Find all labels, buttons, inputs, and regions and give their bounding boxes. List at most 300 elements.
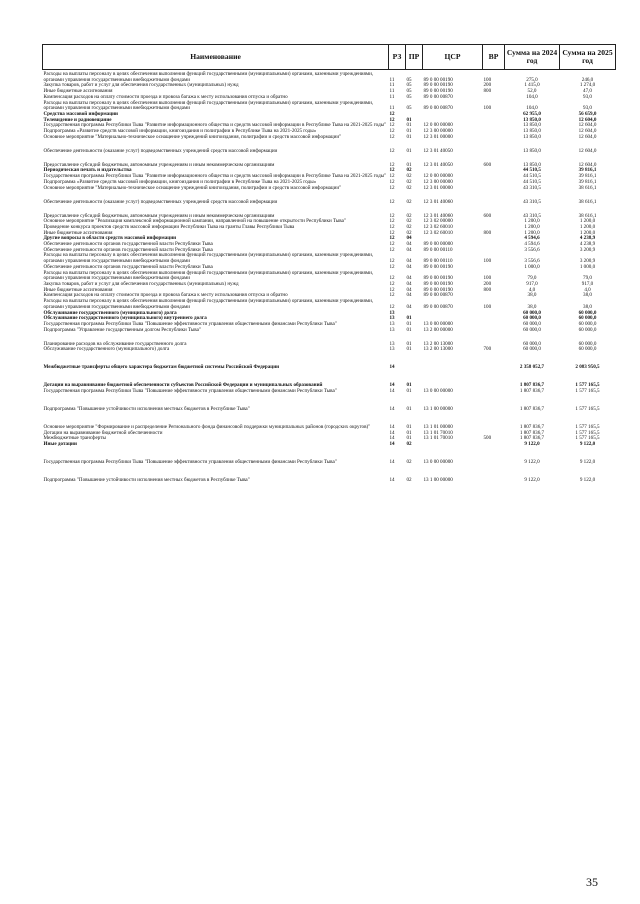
row-sum-2025: 93,0 — [583, 105, 592, 112]
row-pr: 04 — [406, 235, 412, 242]
row-csr: 89 0 00 00110 — [423, 258, 453, 265]
row-sum-2025: 4 238,9 — [579, 235, 596, 242]
row-rz: 12 — [389, 258, 395, 265]
row-vr — [483, 140, 505, 154]
row-name: Основное мероприятие "Материально-техническое оснащение учреждений книгоиздания, полиграфии и средств массовой информации" — [43, 133, 342, 140]
row-pr: 04 — [406, 263, 412, 270]
row-sum-2024: 104,0 — [526, 105, 538, 112]
row-name: Подпрограмма "Повышение устойчивости исполнения местных бюджетов в Республике Тыва" — [43, 477, 250, 484]
row-sum-2024: 13 850,0 — [523, 133, 541, 140]
row-name: Компенсация расходов на оплату стоимости проезда и провоза багажа к месту использования отпуска и обратно — [43, 292, 288, 299]
row-sum-2025: 60 000,0 — [578, 309, 597, 316]
row-vr: 200 — [483, 280, 492, 287]
row-rz: 12 — [389, 110, 395, 117]
row-name: Расходы на выплаты персоналу в целях обеспечения выполнения функций государственными (муниципальными) органами, казенными учреждениями, органами управления государственными внебюджетными фондами — [43, 99, 374, 112]
row-sum-2024: 104,0 — [526, 93, 538, 100]
row-sum-2025: 60 000,0 — [578, 346, 597, 353]
row-rz: 14 — [389, 388, 395, 395]
row-csr: 12 3 02 60010 — [423, 223, 453, 230]
row-pr: 01 — [406, 388, 412, 395]
row-name: Основное мероприятие "Материально-техническое оснащение учреждений книгоиздания, полиграфии и средств массовой информации" — [43, 184, 342, 191]
row-pr: 05 — [406, 88, 412, 95]
row-pr: 01 — [406, 340, 412, 347]
row-csr — [423, 371, 483, 389]
row-vr — [483, 371, 505, 389]
row-csr: 13 0 00 00000 — [423, 459, 453, 466]
row-sum-2025: 1 577 165,5 — [575, 424, 600, 431]
row-sum-2024: 60 000,0 — [523, 340, 541, 347]
row-sum-2025: 12 604,0 — [578, 128, 597, 135]
row-rz: 14 — [389, 424, 395, 431]
row-csr: 89 0 00 00190 — [423, 82, 453, 89]
row-pr: 02 — [406, 218, 412, 225]
row-pr: 05 — [406, 76, 412, 83]
row-sum-2024: 1 807 836,7 — [519, 406, 545, 413]
row-sum-2024: 52,0 — [527, 88, 537, 95]
row-sum-2025: 1 200,0 — [579, 223, 596, 230]
row-sum-2025: 12 604,0 — [578, 122, 597, 129]
table-row — [43, 448, 616, 466]
row-csr: 12 3 02 00000 — [423, 218, 453, 225]
row-sum-2025: 1 577 165,5 — [575, 429, 600, 436]
row-csr: 89 0 00 00190 — [423, 263, 453, 270]
row-name: Иные бюджетные ассигнования — [43, 229, 113, 236]
row-sum-2024: 60 000,0 — [523, 346, 541, 353]
row-rz: 12 — [389, 218, 395, 225]
row-name: Государственная программа Республики Тыва "Повышение эффективности управления общественными финансами Республики Тыва" — [43, 388, 337, 395]
row-sum-2025: 4,0 — [584, 286, 591, 293]
row-name: Подпрограмма "Повышение устойчивости исполнения местных бюджетов в Республике Тыва" — [43, 406, 250, 413]
row-sum-2024: 9 122,0 — [524, 441, 540, 448]
table-row — [43, 389, 616, 395]
row-pr: 01 — [406, 315, 412, 322]
row-sum-2025: 56 659,0 — [578, 110, 597, 117]
row-rz: 12 — [389, 167, 395, 174]
row-rz: 12 — [389, 303, 395, 310]
row-pr: 01 — [406, 424, 412, 431]
row-sum-2025: 1 200,0 — [579, 229, 596, 236]
row-rz: 12 — [389, 147, 395, 154]
row-sum-2024: 3 556,6 — [524, 258, 540, 265]
row-csr: 12 3 01 40060 — [423, 212, 453, 219]
row-rz: 13 — [389, 346, 395, 353]
row-rz: 12 — [389, 263, 395, 270]
row-rz: 12 — [389, 161, 395, 168]
row-name: Предоставление субсидий бюджетным, автономным учреждениям и иным некоммерческим организациям — [43, 212, 275, 219]
row-name: Иные дотации — [43, 441, 77, 448]
row-vr: 800 — [483, 286, 492, 293]
row-rz: 11 — [389, 93, 395, 100]
row-name: Расходы на выплаты персоналу в целях обеспечения выполнения функций государственными (муниципальными) органами, казенными учреждениями, органами управления государственными внебюджетными фондами — [43, 252, 374, 265]
row-csr: 12 3 01 40060 — [423, 198, 453, 205]
row-sum-2025: 60 000,0 — [578, 320, 597, 327]
row-sum-2024: 43 310,5 — [523, 184, 541, 191]
row-name: Основное мероприятие "Реализация комплексной информационной кампании, направленной на повышение открытости Республики Тыва" — [43, 218, 346, 225]
row-pr: 04 — [406, 258, 412, 265]
row-vr — [483, 413, 505, 431]
row-name: Предоставление субсидий бюджетным, автономным учреждениям и иным некоммерческим организациям — [43, 161, 275, 168]
row-sum-2024: 43 310,5 — [523, 212, 541, 219]
row-sum-2025: 79,0 — [583, 275, 592, 282]
row-rz: 12 — [389, 184, 395, 191]
row-name: Основное мероприятие "Формирование и распределение Регионального фонда финансовой поддержки муниципальных районов (городских округов)" — [43, 424, 371, 431]
row-name: Подпрограмма "Управление государственным долгом Республики Тыва" — [43, 326, 201, 333]
row-sum-2025: 246,0 — [581, 76, 594, 83]
row-sum-2024: 43 310,5 — [523, 198, 541, 205]
row-sum-2024: 13 850,0 — [523, 116, 541, 123]
row-sum-2024: 44 510,5 — [523, 178, 541, 185]
header-rz: РЗ — [389, 45, 406, 70]
row-name: Проведение конкурса проектов средств массовой информации Республики Тыва на гранты Главы Республики Тыва — [43, 223, 295, 230]
row-pr: 02 — [406, 178, 412, 185]
row-vr: 600 — [483, 161, 492, 168]
row-sum-2024: 13 850,0 — [523, 128, 541, 135]
row-name: Обслуживание государственного (муниципального) внутреннего долга — [43, 315, 207, 322]
row-rz: 12 — [389, 286, 395, 293]
row-csr: 13 1 01 70010 — [423, 429, 453, 436]
row-name: Подпрограмма «Развитие средств массовой информации, книгоиздания и полиграфии в Республике Тыва на 2021-2025 годы» — [43, 128, 317, 135]
header-vr: ВР — [483, 45, 505, 70]
row-vr: 500 — [483, 435, 492, 442]
row-csr: 12 3 01 00000 — [423, 184, 453, 191]
row-rz: 12 — [389, 212, 395, 219]
row-sum-2024: 38,0 — [527, 303, 537, 310]
row-pr: 05 — [406, 82, 412, 89]
row-sum-2025: 1 577 165,5 — [575, 382, 600, 389]
row-rz: 14 — [389, 406, 395, 413]
row-csr: 13 1 01 70010 — [423, 435, 453, 442]
row-sum-2024: 4,0 — [528, 286, 536, 293]
row-vr — [483, 395, 505, 413]
row-sum-2025: 39 816,1 — [578, 173, 597, 180]
row-sum-2025: 60 000,0 — [578, 315, 597, 322]
row-rz: 12 — [389, 178, 395, 185]
row-pr: 04 — [406, 292, 412, 299]
row-pr: 02 — [406, 173, 412, 180]
row-sum-2025: 3 200,9 — [579, 258, 596, 265]
row-rz: 14 — [389, 382, 395, 389]
row-csr: 12 3 02 60010 — [423, 229, 453, 236]
table-row — [43, 413, 616, 431]
row-csr: 89 0 00 00190 — [423, 76, 453, 83]
row-sum-2025: 917,0 — [581, 280, 594, 287]
row-csr: 89 0 00 00870 — [423, 93, 453, 100]
row-rz: 14 — [389, 441, 395, 448]
row-sum-2024: 2 358 052,7 — [519, 364, 545, 371]
row-name: Межбюджетные трансферты — [43, 435, 106, 442]
row-name: Государственная программа Республики Тыва "Повышение эффективности управления общественными финансами Республики Тыва" — [43, 459, 337, 466]
row-csr: 13 2 00 13000 — [423, 340, 453, 347]
table-row — [43, 191, 616, 205]
row-pr: 04 — [406, 303, 412, 310]
row-pr: 02 — [406, 477, 412, 484]
header-pr: ПР — [406, 45, 423, 70]
row-vr: 800 — [483, 229, 492, 236]
row-name: Закупка товаров, работ и услуг для обеспечения государственных (муниципальных) нужд — [43, 280, 239, 287]
row-sum-2024: 1 200,0 — [524, 218, 540, 225]
row-pr: 01 — [406, 122, 412, 129]
row-rz: 11 — [389, 76, 395, 83]
row-rz: 13 — [389, 315, 395, 322]
row-sum-2024: 60 000,0 — [523, 326, 541, 333]
row-pr: 02 — [406, 229, 412, 236]
row-name: Расходы на выплаты персоналу в целях обеспечения выполнения функций государственными (муниципальными) органами, казенными учреждениями, органами управления государственными внебюджетными фондами — [43, 269, 374, 282]
row-rz: 12 — [389, 223, 395, 230]
row-sum-2024: 13 850,0 — [523, 161, 541, 168]
row-sum-2025: 12 604,0 — [578, 161, 597, 168]
row-sum-2024: 1 807 836,7 — [519, 435, 545, 442]
row-pr: 01 — [406, 128, 412, 135]
row-vr: 100 — [483, 258, 492, 265]
row-csr: 89 0 00 00000 — [423, 241, 453, 248]
row-rz: 13 — [389, 326, 395, 333]
row-sum-2025: 60 000,0 — [578, 340, 597, 347]
row-rz: 14 — [389, 364, 395, 371]
row-sum-2024: 60 000,0 — [523, 315, 541, 322]
row-csr: 89 0 00 00190 — [423, 280, 453, 287]
row-sum-2025: 1 577 165,5 — [575, 388, 600, 395]
row-csr: 13 0 00 00000 — [423, 320, 453, 327]
table-row — [43, 371, 616, 389]
row-pr: 04 — [406, 286, 412, 293]
row-pr: 01 — [406, 133, 412, 140]
row-pr: 02 — [406, 441, 412, 448]
row-csr: 12 3 01 40050 — [423, 147, 453, 154]
row-vr — [483, 353, 505, 371]
row-sum-2025: 12 604,0 — [578, 116, 597, 123]
row-pr: 05 — [406, 93, 412, 100]
row-csr: 89 0 00 00190 — [423, 88, 453, 95]
table-row — [43, 186, 616, 192]
row-sum-2025: 38 616,1 — [578, 184, 597, 191]
row-csr: 89 0 00 00190 — [423, 275, 453, 282]
row-rz: 13 — [389, 340, 395, 347]
row-vr: 100 — [483, 303, 492, 310]
row-sum-2024: 9 122,0 — [524, 459, 540, 466]
row-csr: 12 3 00 00000 — [423, 178, 453, 185]
row-sum-2025: 39 816,1 — [578, 167, 597, 174]
row-vr: 100 — [483, 275, 492, 282]
row-csr: 89 0 00 00870 — [423, 292, 453, 299]
row-sum-2024: 1 807 836,7 — [519, 382, 545, 389]
row-sum-2024: 1 200,0 — [524, 223, 540, 230]
row-sum-2024: 1 415,0 — [524, 82, 540, 89]
row-csr: 13 2 00 00000 — [423, 326, 453, 333]
row-sum-2025: 1 200,0 — [579, 218, 596, 225]
row-sum-2025: 1 274,0 — [579, 82, 596, 89]
row-sum-2025: 1 000,0 — [579, 263, 596, 270]
row-vr: 700 — [483, 346, 492, 353]
row-sum-2025: 2 083 950,5 — [575, 364, 600, 371]
row-vr: 100 — [483, 105, 492, 112]
row-pr: 01 — [406, 429, 412, 436]
row-name: Расходы на выплаты персоналу в целях обеспечения выполнения функций государственными (муниципальными) органами, казенными учреждениями, органами управления государственными внебюджетными фондами — [43, 71, 374, 83]
table-row — [43, 466, 616, 484]
row-csr: 12 0 00 00000 — [423, 122, 453, 129]
row-csr: 13 1 00 00000 — [423, 406, 453, 413]
row-vr: 100 — [483, 76, 492, 83]
row-sum-2024: 60 000,0 — [523, 320, 541, 327]
row-rz: 11 — [389, 88, 395, 95]
row-csr: 13 1 01 00000 — [423, 424, 453, 431]
row-name: Дотации на выравнивание бюджетной обеспеченности — [43, 429, 163, 436]
row-name: Государственная программа Республики Тыва "Повышение эффективности управления общественными финансами Республики Тыва" — [43, 320, 337, 327]
row-sum-2025: 1 577 165,5 — [575, 406, 600, 413]
table-header — [43, 45, 616, 70]
row-vr — [483, 448, 505, 466]
row-rz: 14 — [389, 477, 395, 484]
row-name: Государственная программа Республики Тыва "Развитие информационного общества и средств массовой информации в Республике Тыва на 2021-2025 годы" — [43, 122, 387, 129]
table-row — [43, 154, 616, 168]
row-pr: 04 — [406, 241, 412, 248]
row-sum-2025: 12 604,0 — [578, 133, 597, 140]
table-body — [43, 70, 616, 484]
row-sum-2024: 60 000,0 — [523, 309, 541, 316]
header-name: Наименование — [43, 45, 389, 70]
row-pr — [406, 353, 423, 371]
row-sum-2025: 9 122,0 — [579, 459, 596, 466]
row-pr: 01 — [406, 320, 412, 327]
row-sum-2025: 60 000,0 — [578, 326, 597, 333]
row-rz: 12 — [389, 198, 395, 205]
row-pr: 02 — [406, 184, 412, 191]
row-rz: 12 — [389, 246, 395, 253]
row-rz: 12 — [389, 275, 395, 282]
row-csr: 12 3 01 00000 — [423, 133, 453, 140]
table-row — [43, 140, 616, 154]
row-sum-2024: 275,0 — [526, 76, 538, 83]
row-sum-2025: 38 616,1 — [578, 198, 597, 205]
row-sum-2025: 3 200,9 — [579, 246, 596, 253]
row-sum-2024: 38,0 — [527, 292, 537, 299]
row-pr: 02 — [406, 167, 412, 174]
table-row — [43, 353, 616, 371]
row-pr: 02 — [406, 212, 412, 219]
row-rz: 14 — [389, 459, 395, 466]
row-name: Обеспечение деятельности органов государственной власти Республики Тыва — [43, 263, 213, 270]
row-pr: 01 — [406, 116, 412, 123]
row-pr: 02 — [406, 223, 412, 230]
row-vr: 600 — [483, 212, 492, 219]
row-vr: 200 — [483, 82, 492, 89]
row-csr: 89 0 00 00190 — [423, 286, 453, 293]
table-row — [43, 395, 616, 413]
row-rz: 12 — [389, 133, 395, 140]
row-sum-2024: 44 510,5 — [523, 167, 541, 174]
row-pr: 01 — [406, 406, 412, 413]
row-sum-2024: 1 807 836,7 — [519, 424, 545, 431]
row-csr: 12 3 00 00000 — [423, 128, 453, 135]
row-name: Обслуживание государственного (муниципального) долга — [43, 309, 177, 316]
row-name: Обслуживание государственного (муниципального) долга — [43, 346, 170, 353]
row-sum-2024: 1 000,0 — [524, 263, 540, 270]
row-name: Государственная программа Республики Тыва "Развитие информационного общества и средств массовой информации в Республике Тыва на 2021-2025 годы" — [43, 173, 387, 180]
row-pr: 01 — [406, 147, 412, 154]
row-rz: 14 — [389, 435, 395, 442]
row-sum-2024: 79,0 — [527, 275, 537, 282]
row-vr — [483, 466, 505, 484]
row-rz: 12 — [389, 241, 395, 248]
row-csr: 12 0 00 00000 — [423, 173, 453, 180]
row-sum-2024: 1 807 836,7 — [519, 388, 545, 395]
row-pr: 04 — [406, 246, 412, 253]
row-rz: 11 — [389, 82, 395, 89]
header-sum-2025: Сумма на 2025 год — [560, 45, 616, 70]
row-sum-2025: 39 816,1 — [578, 178, 597, 185]
row-name: Иные бюджетные ассигнования — [43, 88, 113, 95]
row-sum-2024: 1 200,0 — [524, 229, 540, 236]
row-rz: 12 — [389, 235, 395, 242]
row-sum-2024: 4 594,6 — [524, 241, 540, 248]
row-sum-2025: 1 577 165,5 — [575, 435, 600, 442]
row-sum-2025: 4 238,9 — [579, 241, 596, 248]
row-sum-2025: 12 604,0 — [578, 147, 597, 154]
row-pr: 01 — [406, 161, 412, 168]
row-name: Расходы на выплаты персоналу в целях обеспечения выполнения функций государственными (муниципальными) органами, казенными учреждениями, органами управления государственными внебюджетными фондами — [43, 298, 374, 310]
row-rz: 14 — [389, 429, 395, 436]
row-rz: 12 — [389, 122, 395, 129]
row-name: Средства массовой информации — [43, 110, 118, 117]
row-sum-2024: 44 510,5 — [523, 173, 541, 180]
row-pr: 01 — [406, 326, 412, 333]
row-sum-2025: 47,0 — [583, 88, 592, 95]
row-rz: 11 — [389, 105, 395, 112]
row-pr: 01 — [406, 346, 412, 353]
row-name: Обеспечение деятельности (оказание услуг) подведомственных учреждений средств массовой информации — [43, 198, 278, 205]
row-pr: 01 — [406, 382, 412, 389]
row-vr — [483, 333, 505, 347]
row-rz: 13 — [389, 309, 395, 316]
row-rz: 12 — [389, 292, 395, 299]
budget-table — [42, 44, 616, 484]
row-pr: 02 — [406, 459, 412, 466]
row-csr: 13 1 00 00000 — [423, 477, 453, 484]
row-pr: 04 — [406, 275, 412, 282]
row-sum-2024: 9 122,0 — [524, 477, 540, 484]
row-name: Периодическая печать и издательства — [43, 167, 132, 174]
row-rz: 12 — [389, 128, 395, 135]
row-sum-2024: 13 850,0 — [523, 122, 541, 129]
row-name: Другие вопросы в области средств массовой информации — [43, 235, 177, 242]
row-name: Подпрограмма «Развитие средств массовой информации, книгоиздания и полиграфии в Республике Тыва на 2021-2025 годы» — [43, 178, 317, 185]
row-csr: 89 0 00 00110 — [423, 246, 453, 253]
row-vr: 800 — [483, 88, 492, 95]
row-name: Дотации на выравнивание бюджетной обеспеченности субъектов Российской Федерации и муниципальных образований — [43, 382, 323, 389]
row-sum-2024: 3 556,6 — [524, 246, 540, 253]
header-csr: ЦСР — [423, 45, 483, 70]
row-sum-2025: 93,0 — [583, 93, 592, 100]
row-sum-2025: 9 122,0 — [579, 477, 596, 484]
row-sum-2025: 9 122,0 — [579, 441, 596, 448]
row-sum-2024: 62 955,0 — [523, 110, 541, 117]
row-pr: 02 — [406, 198, 412, 205]
row-name: Планирование расходов на обслуживание государственного долга — [43, 340, 187, 347]
row-csr: 13 2 00 13000 — [423, 346, 453, 353]
row-name: Компенсация расходов на оплату стоимости проезда и провоза багажа к месту использования отпуска и обратно — [43, 93, 288, 100]
row-rz: 12 — [389, 173, 395, 180]
row-csr — [423, 353, 483, 371]
page-number: 35 — [586, 875, 598, 889]
row-pr: 01 — [406, 435, 412, 442]
row-name: Иные бюджетные ассигнования — [43, 286, 113, 293]
row-name: Обеспечение деятельности (оказание услуг) подведомственных учреждений средств массовой информации — [43, 147, 278, 154]
row-sum-2024: 917,0 — [526, 280, 538, 287]
row-sum-2024: 4 594,6 — [524, 235, 540, 242]
row-name: Межбюджетные трансферты общего характера бюджетам бюджетной системы Российской Федерации — [43, 364, 280, 371]
row-name: Закупка товаров, работ и услуг для обеспечения государственных (муниципальных) нужд — [43, 82, 239, 89]
row-vr — [483, 191, 505, 205]
header-sum-2024: Сумма на 2024 год — [505, 45, 560, 70]
